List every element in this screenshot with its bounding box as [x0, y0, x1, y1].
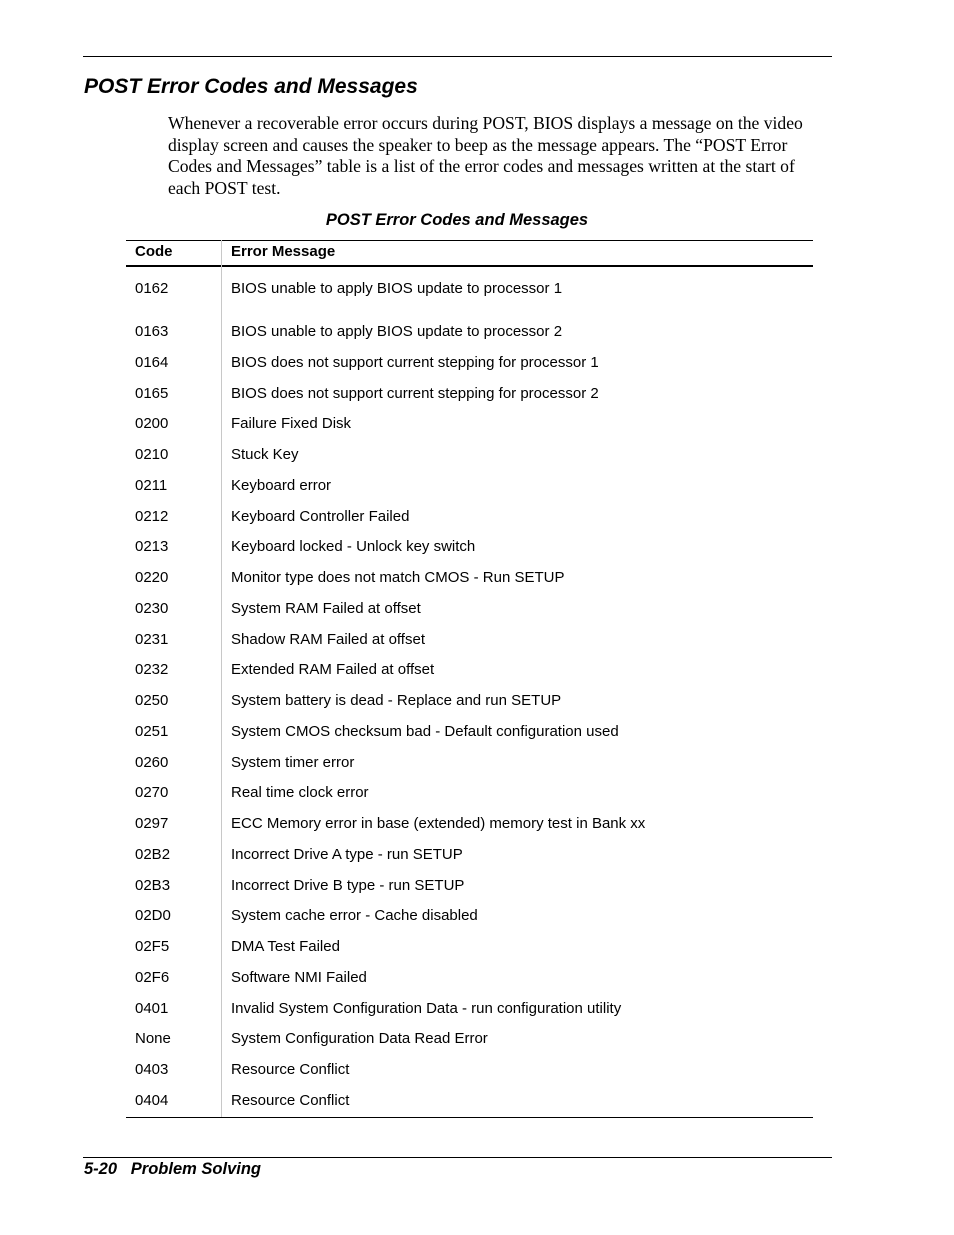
header-code: Code [135, 243, 173, 260]
error-message: Incorrect Drive B type - run SETUP [231, 876, 465, 894]
error-message: Extended RAM Failed at offset [231, 661, 435, 679]
error-code: 0232 [135, 661, 169, 679]
error-code: 0162 [135, 280, 169, 297]
error-code: 0213 [135, 538, 169, 556]
error-code: 0260 [135, 753, 169, 771]
error-code: 0270 [135, 784, 169, 802]
error-message: Invalid System Configuration Data - run configuration utility [231, 999, 622, 1017]
error-message: Failure Fixed Disk [231, 415, 352, 433]
page-number: 5-20 [84, 1160, 118, 1178]
error-code: 0250 [135, 692, 169, 709]
error-code: 0401 [135, 999, 169, 1017]
error-message: BIOS does not support current stepping for processor 2 [231, 384, 599, 402]
error-message: BIOS unable to apply BIOS update to processor 1 [231, 280, 563, 297]
error-code: 0210 [135, 446, 169, 463]
table-caption: POST Error Codes and Messages [325, 211, 589, 229]
error-code: 0211 [135, 476, 168, 494]
error-message: Keyboard error [231, 476, 332, 494]
error-message: Shadow RAM Failed at offset [231, 630, 425, 648]
error-message: Keyboard locked - Unlock key switch [231, 538, 476, 556]
error-code: 0297 [135, 815, 169, 832]
error-code: 0165 [135, 384, 169, 402]
error-message: Software NMI Failed [231, 968, 367, 986]
error-message: System timer error [231, 753, 355, 771]
error-code: 0403 [135, 1061, 169, 1078]
table-bottom-rule [126, 1117, 813, 1118]
error-message: BIOS does not support current stepping for processor 1 [231, 353, 599, 371]
error-message: Stuck Key [231, 446, 299, 463]
error-code: 02F5 [135, 938, 170, 955]
error-code: 0200 [135, 415, 169, 433]
column-divider [221, 240, 222, 1118]
error-message: System CMOS checksum bad - Default configuration used [231, 722, 619, 740]
section-title: POST Error Codes and Messages [84, 75, 418, 98]
error-code: None [135, 1030, 171, 1048]
error-code: 0163 [135, 323, 169, 340]
error-message: System battery is dead - Replace and run SETUP [231, 692, 562, 709]
error-message: DMA Test Failed [231, 938, 340, 955]
error-message: System Configuration Data Read Error [231, 1030, 488, 1048]
error-code: 02B2 [135, 845, 171, 863]
error-message: Resource Conflict [231, 1091, 350, 1109]
error-code: 0220 [135, 569, 169, 586]
error-code: 0404 [135, 1091, 169, 1109]
header-error-message: Error Message [231, 243, 336, 260]
error-message: Real time clock error [231, 784, 369, 802]
page-footer [84, 1158, 261, 1180]
error-code: 02D0 [135, 907, 171, 925]
error-message: Incorrect Drive A type - run SETUP [231, 845, 463, 863]
table-top-rule [126, 240, 813, 241]
error-code: 0212 [135, 507, 169, 525]
error-code: 0251 [135, 722, 169, 740]
error-code: 02F6 [135, 968, 170, 986]
error-code: 0230 [135, 599, 169, 617]
error-message: System cache error - Cache disabled [231, 907, 478, 925]
error-message: Resource Conflict [231, 1061, 350, 1078]
error-code: 0164 [135, 353, 169, 371]
error-message: ECC Memory error in base (extended) memory test in Bank xx [231, 815, 646, 832]
top-rule [83, 56, 832, 57]
error-message: System RAM Failed at offset [231, 599, 421, 617]
intro-paragraph: Whenever a recoverable error occurs during POST, BIOS displays a message on the video display screen and causes the speaker to beep as the message appears. The “POST Error Codes and Messages” table is a list of the error codes and messages written at the start of each POST test. [168, 113, 803, 198]
error-message: Keyboard Controller Failed [231, 507, 410, 525]
error-code: 02B3 [135, 876, 171, 894]
error-message: Monitor type does not match CMOS - Run SETUP [231, 569, 565, 586]
error-message: BIOS unable to apply BIOS update to processor 2 [231, 323, 563, 340]
chapter-title: Problem Solving [130, 1160, 261, 1178]
table-header-rule [126, 265, 813, 267]
error-code: 0231 [135, 630, 169, 648]
